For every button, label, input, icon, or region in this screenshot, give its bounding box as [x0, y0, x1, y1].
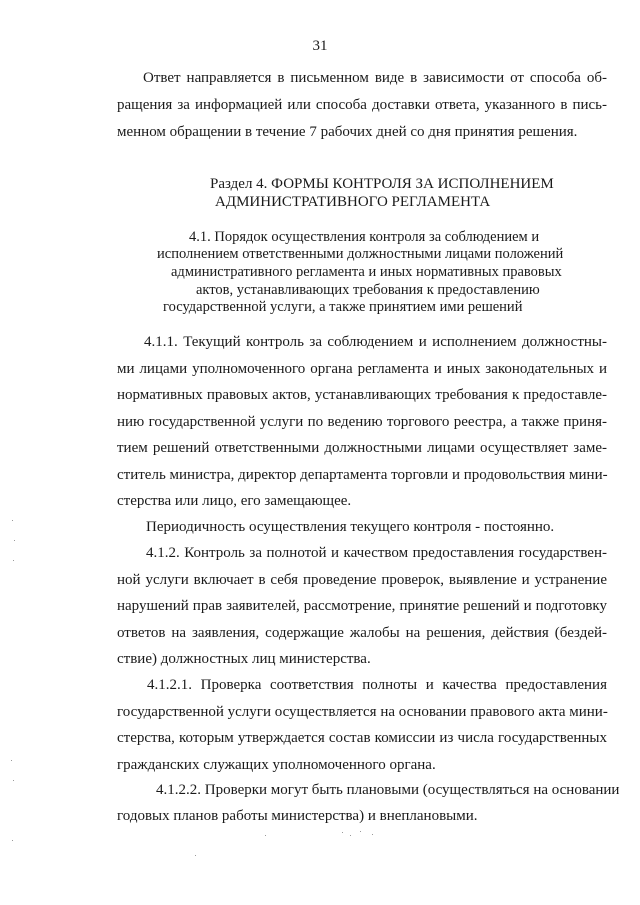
scan-speck: [372, 834, 373, 835]
scan-speck: [195, 855, 196, 856]
page-number: 31: [312, 38, 328, 54]
p411-line-2: ми лицами уполномоченного органа регламента и иных законодательных и: [117, 361, 607, 377]
p411-line-5: тием решений ответственными должностными лицами осуществляет заме-: [117, 440, 607, 456]
p412-line-4: ответов на заявления, содержащие жалобы на решения, действия (бездей-: [117, 625, 607, 641]
scan-speck: [265, 835, 266, 836]
scan-speck: [12, 520, 13, 521]
subsection-title-line-4: актов, устанавливающих требования к предоставлению: [196, 282, 540, 298]
p412-line-3: нарушений прав заявителей, рассмотрение, принятие решений и подготовку: [117, 598, 607, 614]
p411-line-1: 4.1.1. Текущий контроль за соблюдением и исполнением должностны-: [144, 334, 607, 350]
p411-line-6: ститель министра, директор департамента торговли и продовольствия мини-: [117, 467, 608, 483]
intro-line-1: Ответ направляется в письменном виде в зависимости от способа об-: [143, 70, 607, 86]
scan-speck: [350, 835, 351, 836]
p411-line-7: стерства или лицо, его замещающее.: [117, 493, 352, 509]
subsection-title-line-1: 4.1. Порядок осуществления контроля за соблюдением и: [189, 229, 540, 245]
scan-speck: [12, 840, 13, 841]
p412-line-1: 4.1.2. Контроль за полнотой и качеством предоставления государствен-: [146, 545, 607, 561]
p4121-line-3: стерства, которым утверждается состав комиссии из числа государственных: [117, 730, 607, 746]
p411-line-4: нию государственной услуги по ведению торгового реестра, а также приня-: [117, 414, 607, 430]
p411-line-3: нормативных правовых актов, устанавливающих требования к предоставле-: [117, 387, 607, 403]
p4122-line-2: годовых планов работы министерства) и внеплановыми.: [117, 808, 478, 824]
p412-line-2: ной услуги включает в себя проведение проверок, выявление и устранение: [117, 572, 607, 588]
p4121-line-2: государственной услуги осуществляется на основании правового акта мини-: [117, 704, 608, 720]
p4122-line-1: 4.1.2.2. Проверки могут быть плановыми (осуществляться на основании: [156, 782, 620, 798]
p412-line-5: ствие) должностных лиц министерства.: [117, 651, 371, 667]
periodicity-text: Периодичность осуществления текущего контроля - постоянно.: [146, 519, 555, 535]
scan-speck: [13, 560, 14, 561]
scan-speck: [11, 760, 12, 761]
intro-line-3: менном обращении в течение 7 рабочих дней со дня принятия решения.: [117, 124, 578, 140]
scan-speck: [342, 832, 343, 833]
subsection-title-line-3: административного регламента и иных нормативных правовых: [171, 264, 562, 280]
scan-speck: [14, 540, 15, 541]
subsection-title-line-5: государственной услуги, а также принятием ими решений: [163, 299, 523, 315]
p4121-line-4: гражданских служащих уполномоченного органа.: [117, 757, 436, 773]
section-title-line-1: Раздел 4. ФОРМЫ КОНТРОЛЯ ЗА ИСПОЛНЕНИЕМ: [210, 176, 554, 192]
section-title-line-2: АДМИНИСТРАТИВНОГО РЕГЛАМЕНТА: [215, 194, 491, 210]
scan-speck: [360, 831, 361, 832]
scan-speck: [13, 780, 14, 781]
intro-line-2: ращения за информацией или способа доставки ответа, указанного в пись-: [117, 97, 607, 113]
p4121-line-1: 4.1.2.1. Проверка соответствия полноты и качества предоставления: [147, 677, 607, 693]
subsection-title-line-2: исполнением ответственными должностными лицами положений: [157, 246, 564, 262]
